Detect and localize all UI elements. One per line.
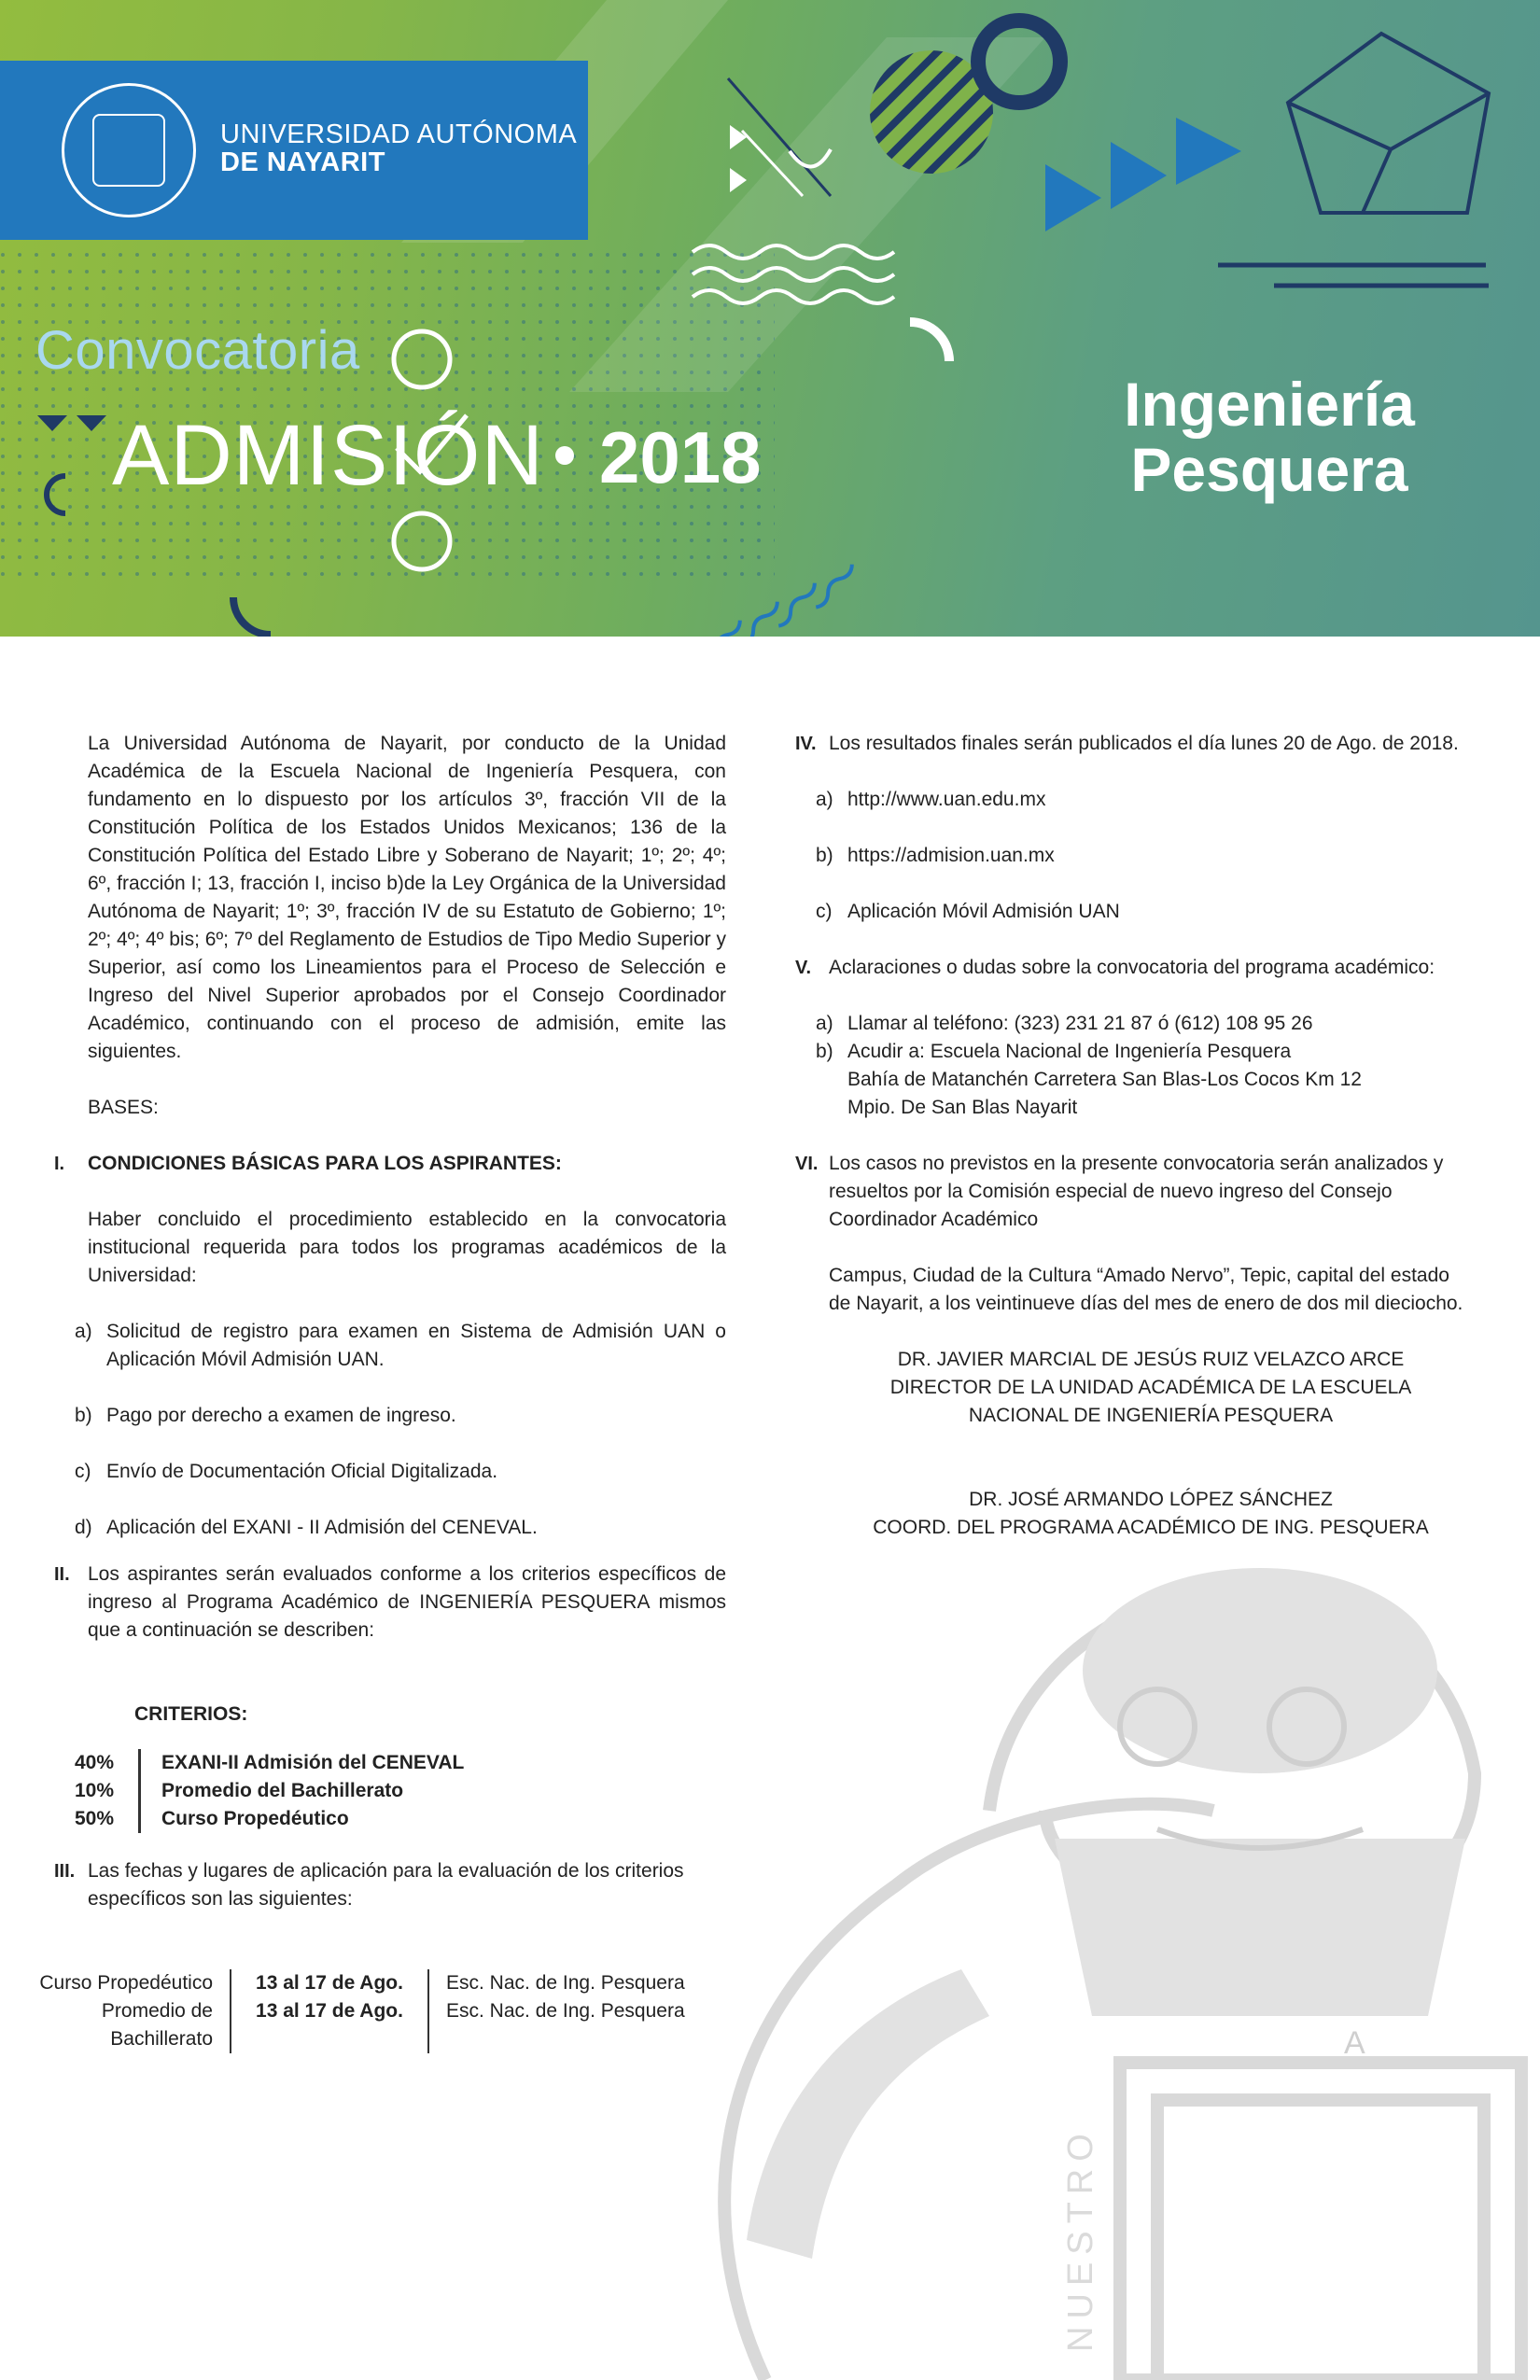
list-item: b) Acudir a: Escuela Nacional de Ingeniería Pesquera Bahía de Matanchén Carretera San Blas-Los Cocos Km 12 Mpio. De San Blas Nayarit (816, 1041, 1362, 1118)
program-title-line2: Pesquera (1130, 435, 1408, 504)
criterio-row: 40% EXANI-II Admisión del CENEVAL (69, 1749, 726, 1777)
section-6 (795, 1150, 1473, 1318)
list-item: c) Envío de Documentación Oficial Digitalizada. (75, 1461, 498, 1482)
left-column (39, 730, 726, 2053)
university-seal-watermark-icon (653, 1531, 1540, 2380)
section-number: I. (54, 1154, 65, 1174)
signature-block-director: DR. JAVIER MARCIAL DE JESÚS RUIZ VELAZCO ARCE DIRECTOR DE LA UNIDAD ACADÉMICA DE LA ESCUELA NACIONAL DE INGENIERÍA PESQUERA (889, 1349, 1412, 1426)
criterio-row: 50% Curso Propedéutico (69, 1805, 726, 1833)
section-number: V. (795, 958, 812, 978)
list-item: b) Pago por derecho a examen de ingreso. (75, 1405, 456, 1426)
section-2 (54, 1561, 726, 1833)
list-item: c) Aplicación Móvil Admisión UAN (816, 901, 1120, 922)
criterios-table (69, 1749, 726, 1833)
section-text: Los casos no previstos en la presente convocatoria serán analizados y resueltos por la Comisión especial de nuevo ingreso del Consejo Coordinador Académico (829, 1153, 1444, 1230)
program-title (1055, 371, 1484, 502)
section-4 (795, 730, 1473, 926)
year-title: 2018 (599, 416, 762, 498)
list-item: a) http://www.uan.edu.mx (816, 789, 1046, 810)
watermark-letter: A (1344, 2025, 1365, 2061)
section-5 (795, 954, 1473, 1122)
section-text: Las fechas y lugares de aplicación para la evaluación de los criterios específicos son las siguientes: (88, 1860, 684, 1910)
university-name-line1: UNIVERSIDAD AUTÓNOMA (220, 119, 578, 149)
section-1 (54, 1150, 726, 1542)
section-number: VI. (795, 1154, 819, 1174)
list-item: a) Llamar al teléfono: (323) 231 21 87 ó (612) 108 95 26 (816, 1013, 1313, 1034)
watermark-text: NUESTRO (1061, 2126, 1100, 2352)
program-title-line1: Ingeniería (1124, 370, 1415, 439)
bases-label: BASES: (88, 1097, 159, 1118)
section-title: CONDICIONES BÁSICAS PARA LOS ASPIRANTES: (88, 1153, 562, 1174)
separator-dot (555, 446, 574, 465)
link-uan[interactable]: http://www.uan.edu.mx (847, 789, 1046, 810)
section-text: Los resultados finales serán publicados el día lunes 20 de Ago. de 2018. (829, 733, 1459, 754)
admision-title: ADMISIÓN (112, 408, 544, 503)
section-number: II. (54, 1564, 70, 1585)
section-text: Aclaraciones o dudas sobre la convocatoria del programa académico: (829, 957, 1435, 978)
section-text: Haber concluido el procedimiento establecido en la convocatoria institucional requerida para todos los programas académicos de la Universidad: (88, 1209, 726, 1286)
section-3 (39, 1857, 726, 2053)
university-name (220, 120, 577, 176)
right-column (795, 730, 1473, 1542)
logo-band (0, 61, 588, 240)
section-text: Los aspirantes serán evaluados conforme a los criterios específicos de ingreso al Programa Académico de INGENIERÍA PESQUERA mismos que a continuación se describen: (88, 1563, 726, 1641)
signature-block-coordinator: DR. JOSÉ ARMANDO LÓPEZ SÁNCHEZ COORD. DEL PROGRAMA ACADÉMICO DE ING. PESQUERA (873, 1489, 1429, 1538)
closing-paragraph: Campus, Ciudad de la Cultura “Amado Nervo”, Tepic, capital del estado de Nayarit, a los veintinueve días del mes de enero de dos mil dieciocho. (829, 1265, 1463, 1314)
cube-icon (1288, 34, 1489, 213)
university-name-line2: DE NAYARIT (220, 147, 385, 177)
dates-row: Promedio de Bachillerato 13 al 17 de Ago. Esc. Nac. de Ing. Pesquera (0, 1997, 726, 2053)
criterio-row: 10% Promedio del Bachillerato (69, 1777, 726, 1805)
section-number: III. (54, 1861, 76, 1882)
criterios-title: CRITERIOS: (134, 1703, 248, 1725)
dates-table (0, 1969, 726, 2053)
link-admision[interactable]: https://admision.uan.mx (847, 845, 1055, 866)
university-seal-icon (62, 83, 196, 217)
list-item: b) https://admision.uan.mx (816, 845, 1055, 866)
section-number: IV. (795, 734, 817, 754)
intro-paragraph: La Universidad Autónoma de Nayarit, por conducto de la Unidad Académica de la Escuela Nacional de Ingeniería Pesquera, con fundamento en lo dispuesto por los artículos 3º, fracción VII de la Constitución Política de los Estados Unidos Mexicanos; 136 de la Constitución Política del Estado Libre y Soberano de Nayarit; 1º; 2º; 4º; 6º, fracción I; 13, fracción I, inciso b)de la Ley Orgánica de la Universidad Autónoma de Nayarit; 1º; 3º, fracción IV de su Estatuto de Gobierno; 1º; 2º; 4º; 4º bis; 6º; 7º del Reglamento de Estudios de Tipo Medio Superior y Superior, así como los Lineamientos para el Proceso de Selección e Ingreso del Nivel Superior aprobados por el Consejo Coordinador Académico, continuando con el proceso de admisión, emite las siguientes. (88, 733, 726, 1062)
list-item: d) Aplicación del EXANI - II Admisión del CENEVAL. (75, 1517, 538, 1538)
dates-row: Curso Propedéutico 13 al 17 de Ago. Esc. Nac. de Ing. Pesquera (0, 1969, 726, 1997)
list-item: a) Solicitud de registro para examen en Sistema de Admisión UAN o Aplicación Móvil Admisión UAN. (75, 1321, 726, 1370)
convocatoria-label: Convocatoria (35, 320, 360, 381)
header-banner (0, 0, 1540, 637)
